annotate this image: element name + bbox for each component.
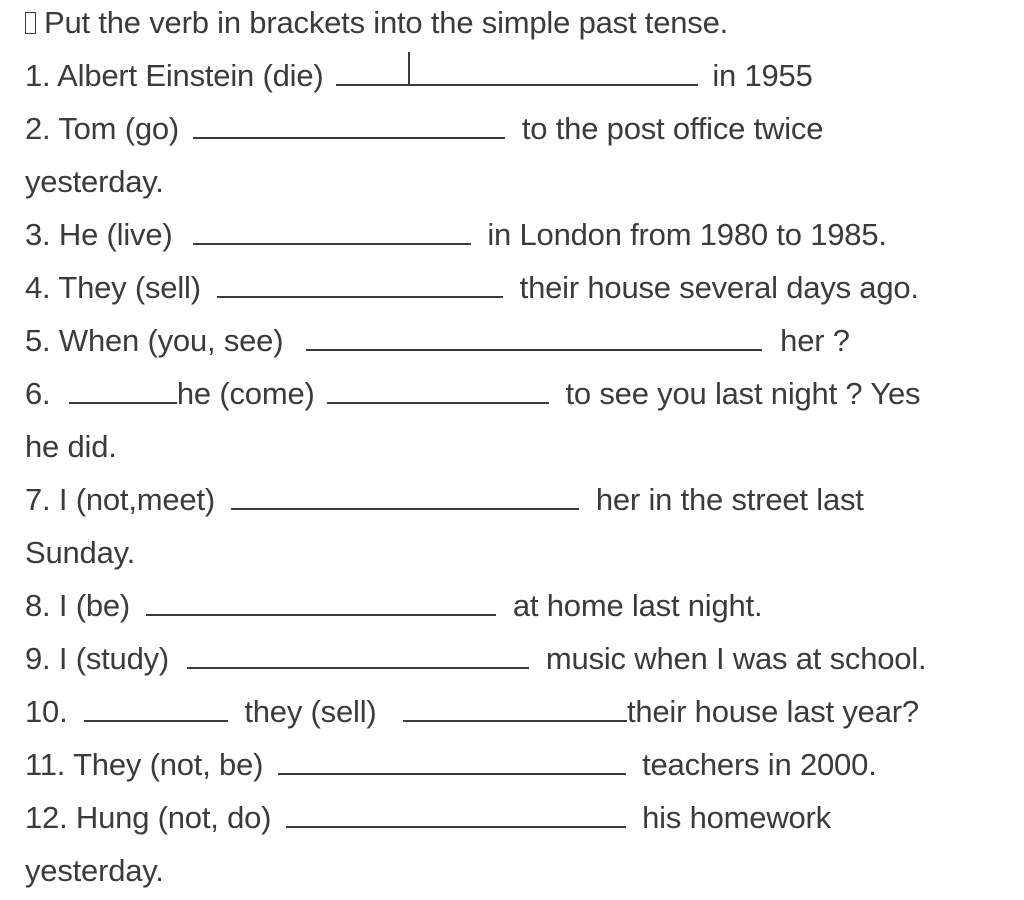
item-rest: in London from 1980 to 1985. — [487, 217, 887, 252]
item-number: 4. — [25, 270, 51, 305]
item-rest: music when I was at school. — [545, 641, 927, 676]
text-cursor — [408, 52, 410, 86]
item-prompt: they (sell) — [244, 694, 377, 729]
item-continuation: he did. — [25, 429, 117, 464]
item-prompt: Tom (go) — [58, 111, 180, 146]
item-prompt: When (you, see) — [58, 323, 284, 358]
answer-blank[interactable] — [327, 378, 549, 404]
item-prompt: Hung (not, do) — [75, 800, 272, 835]
item-prompt: I (be) — [58, 588, 131, 623]
item-rest: her in the street last — [595, 482, 864, 517]
item-number: 7. — [25, 482, 51, 517]
item-prompt: he (come) — [176, 376, 315, 411]
answer-blank[interactable] — [231, 484, 579, 510]
instruction-text: Put the verb in brackets into the simple past tense. — [44, 5, 729, 40]
item-rest: his homework — [642, 800, 831, 835]
item-rest: her ? — [780, 323, 850, 358]
item-rest: at home last night. — [512, 588, 763, 623]
exercise-item-3 — [25, 215, 887, 255]
answer-blank[interactable] — [306, 325, 762, 351]
item-prompt: I (not,meet) — [58, 482, 215, 517]
answer-blank[interactable] — [278, 749, 626, 775]
exercise-item-2 — [25, 109, 823, 149]
item-rest: to see you last night ? Yes — [565, 376, 921, 411]
item-number: 10. — [25, 694, 68, 729]
exercise-item-5 — [25, 321, 850, 361]
answer-blank[interactable] — [217, 272, 503, 298]
item-number: 5. — [25, 323, 51, 358]
exercise-item-6 — [25, 374, 920, 414]
answer-blank[interactable] — [286, 802, 626, 828]
item-number: 6. — [25, 376, 51, 411]
exercise-item-7 — [25, 480, 864, 520]
item-prompt: They (not, be) — [73, 747, 264, 782]
answer-blank[interactable] — [193, 219, 471, 245]
exercise-item-12 — [25, 798, 831, 838]
exercise-item-11 — [25, 745, 877, 785]
answer-blank[interactable] — [403, 696, 627, 722]
item-number: 9. — [25, 641, 51, 676]
exercise-item-1 — [25, 56, 813, 96]
item-rest: their house last year? — [626, 694, 919, 729]
answer-blank[interactable] — [187, 643, 529, 669]
item-number: 1. — [25, 58, 51, 93]
item-number: 2. — [25, 111, 51, 146]
answer-blank[interactable] — [146, 590, 496, 616]
item-continuation: Sunday. — [25, 535, 136, 570]
item-continuation: yesterday. — [25, 853, 164, 888]
item-rest: in 1955 — [712, 58, 813, 93]
item-rest: to the post office twice — [521, 111, 824, 146]
answer-blank[interactable] — [193, 113, 505, 139]
item-prompt: They (sell) — [58, 270, 201, 305]
item-continuation: yesterday. — [25, 164, 164, 199]
item-number: 8. — [25, 588, 51, 623]
instruction-line — [25, 3, 728, 43]
exercise-item-6-continuation — [25, 427, 117, 467]
item-prompt: Albert Einstein (die) — [57, 58, 324, 93]
missing-glyph-box-icon — [25, 12, 36, 34]
exercise-item-10 — [25, 692, 919, 732]
item-prompt: He (live) — [58, 217, 173, 252]
exercise-item-7-continuation — [25, 533, 135, 573]
exercise-item-12-continuation — [25, 851, 164, 891]
exercise-item-9 — [25, 639, 926, 679]
item-number: 12. — [25, 800, 68, 835]
item-number: 11. — [25, 747, 66, 782]
item-prompt: I (study) — [58, 641, 170, 676]
exercise-item-2-continuation — [25, 162, 164, 202]
answer-blank[interactable] — [336, 60, 698, 86]
answer-blank[interactable] — [84, 696, 228, 722]
exercise-item-8 — [25, 586, 762, 626]
item-number: 3. — [25, 217, 51, 252]
exercise-item-4 — [25, 268, 919, 308]
item-rest: teachers in 2000. — [642, 747, 877, 782]
answer-blank[interactable] — [69, 378, 177, 404]
item-rest: their house several days ago. — [519, 270, 919, 305]
